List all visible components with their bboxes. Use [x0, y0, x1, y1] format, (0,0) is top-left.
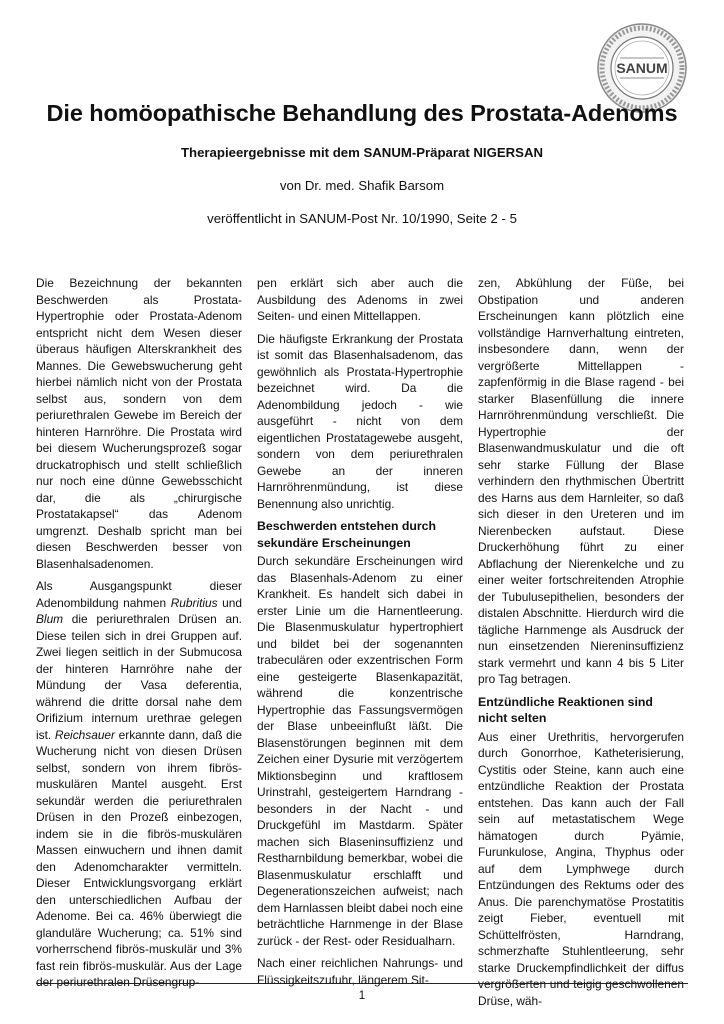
paragraph: zen, Abkühlung der Füße, bei Obstipation und anderen Erscheinungen kann plötzlich eine vollständige Harnverhaltung eintreten, insbesondere dann, wenn der vergrößerte Mittellappen - zapfenförmig in die Blase ragend - bei starker Blasenfüllung die innere Harnröhrenmündung verschließt. Die Hypertrophie der Blasenwandmuskulatur und die oft sehr starke Füllung der Blase verhindern den rhythmischen Übertritt des Harns aus dem Harnleiter, so daß sich dieser in den Ureteren und im Nierenbecken aufstaut. Diese Druckerhöhung führt zu einer Abflachung der Nierenkelche und zu einer weiter fortschreitenden Atrophie der Tubulusepithelien, besonders der distalen Abschnitte. Hierdurch wird die tägliche Harnmenge als Ausdruck der nun einsetzenden Niereninsuffizienz stark vermehrt und kann 4 bis 5 Liter pro Tag betragen.	[478, 276, 684, 686]
text-run: die periurethralen Drüsen an. Diese teilen sich in drei Gruppen auf. Zwei liegen seitlich in der Submucosa der hinteren Harnröhre nahe der Mündung der Vasa deferentia, während die dritte dorsal nahe dem Orifizium internum urethrae gelegen ist.	[36, 612, 242, 742]
footer-rule	[36, 983, 688, 984]
paragraph: Die häufigste Erkrankung der Prostata ist somit das Blasenhalsadenom, das gewöhnlich als Prostata-Hypertrophie bezeichnet wird. Da die Adenombildung jedoch - wie ausgeführt - nicht von dem eigentlichen Prostatagewebe ausgeht, sondern von dem periurethralen Gewebe an der inneren Harnröhrenmündung, ist diese Benennung also unrichtig.	[257, 331, 463, 511]
paragraph: Die Bezeichnung der bekannten Beschwerden als Prostata-Hypertrophie oder Prostata-Adenom entspricht nicht dem Wesen dieser überaus häufigen Alterskrankheit des Mannes. Die Gewebswucherung geht hierbei nämlich nicht von der Prostata selbst aus, sondern von dem periurethralen Gewebe im Bereich der hinteren Harnröhre. Die Prostata wird bei diesem Wucherungsprozeß sogar druckatrophisch und stellt schließlich nur noch eine dünne Gewebsschicht dar, die als „chirurgische Prostatakapsel“ das Adenom umgrenzt. Deshalb spricht man bei diesen Beschwerden besser von Blasenhalsadenomen.	[36, 276, 242, 571]
article-subtitle: Therapieergebnisse mit dem SANUM-Präparat NIGERSAN	[180, 145, 543, 160]
author-name-italic: Rubritius	[170, 595, 218, 610]
author-name-italic: Blum	[36, 612, 64, 626]
text-run: und	[217, 595, 242, 610]
paragraph: Durch sekundäre Erscheinungen wird das Blasenhals-Adenom zu einer Krankheit. Es handelt sich dabei in erster Linie um die Harnentleerung. Die Blasenmuskulatur hypertrophiert und bildet bei der sogenannten trabeculären oder exzentrischen Form eine gesteigerte Blasenkapazität, während die konzentrische Hypertrophie das Fassungsvermögen der Blase unbeeinflußt läßt. Die Blasenstörungen beginnen mit dem Zeichen einer Dysurie mit verzögertem Miktionsbeginn und kraftlosem Urinstrahl, gesteigertem Harndrang - besonders in der Nacht - und Druckgefühl im Mastdarm. Später machen sich Blaseninsuffizienz und Restharnbildung bemerkbar, wobei die Blasenmuskulatur erschlafft und Degenerationszeichen aufweist; nach dem Harnlassen bleibt dabei noch eine beträchtliche Harnmenge in der Blase zurück - der Rest- oder Residualharn.	[257, 554, 463, 948]
publication-line: veröffentlicht in SANUM-Post Nr. 10/1990, Seite 2 - 5	[207, 211, 517, 226]
paragraph: Nach einer reichlichen Nahrungs- und Flüssigkeitszufuhr, längerem Sit-	[257, 956, 463, 987]
text-run: erkannte dann, daß die Wucherung nicht von diesen Drüsen selbst, sondern von ihrem fibrös-muskulären Mantel ausgeht. Erst sekundär werden die periurethralen Drüsen in den Prozeß einbezogen, indem sie in die fibrös-muskulären Massen einwuchern und ihnen damit den Adenomcharakter vermitteln. Dieser Entwicklungsvorgang erklärt den unterschiedlichen Aufbau der Adenome. Bei ca. 46% überwiegt die glanduläre Wucherung; ca. 51% sind vorherrschend fibrös-muskulär und 3% fast rein fibrös-muskulär. Aus der Lage der periurethralen Drüsengrup-	[36, 727, 243, 989]
text-column-3	[478, 275, 684, 1015]
article-title: Die homöopathische Behandlung des Prostata-Adenoms	[46, 100, 678, 126]
page-number: 1	[358, 990, 366, 1002]
section-heading: Entzündliche Reaktionen sind nicht selten	[478, 694, 653, 725]
author-name-italic: Reichsauer	[54, 727, 116, 742]
text-column-1	[36, 275, 242, 997]
section-heading: Beschwerden entstehen durch sekundäre Erscheinungen	[257, 519, 437, 550]
paragraph	[36, 578, 242, 991]
paragraph: Aus einer Urethritis, hervorgerufen durch Gonorrhoe, Katheterisierung, Cystitis oder Steine, kann auch eine entzündliche Reaktion der Prostata entstehen. Das kann auch der Fall sein auf metastatischem Wege hämatogen durch Pyämie, Furunkulose, Angina, Thyphus oder auf dem Lymphwege durch Entzündungen des Rektums oder des Anus. Die parenchymatöse Prostatitis zeigt Fieber, eventuell mit Schüttelfrösten, Harndrang, schmerzhafte Stuhlentleerung, sehr starke Druckempfindlichkeit der diffus vergrößerten und teigig geschwollenen Drüse, wäh-	[478, 729, 684, 1008]
author-line: von Dr. med. Shafik Barsom	[279, 178, 445, 193]
text-run: Als Ausgangspunkt dieser Adenombildung nahmen	[36, 579, 242, 610]
text-column-2	[257, 275, 463, 994]
paragraph: pen erklärt sich aber auch die Ausbildung des Adenoms in zwei Seiten- und einen Mittellappen.	[257, 276, 463, 323]
logo-text: SANUM	[616, 60, 668, 76]
